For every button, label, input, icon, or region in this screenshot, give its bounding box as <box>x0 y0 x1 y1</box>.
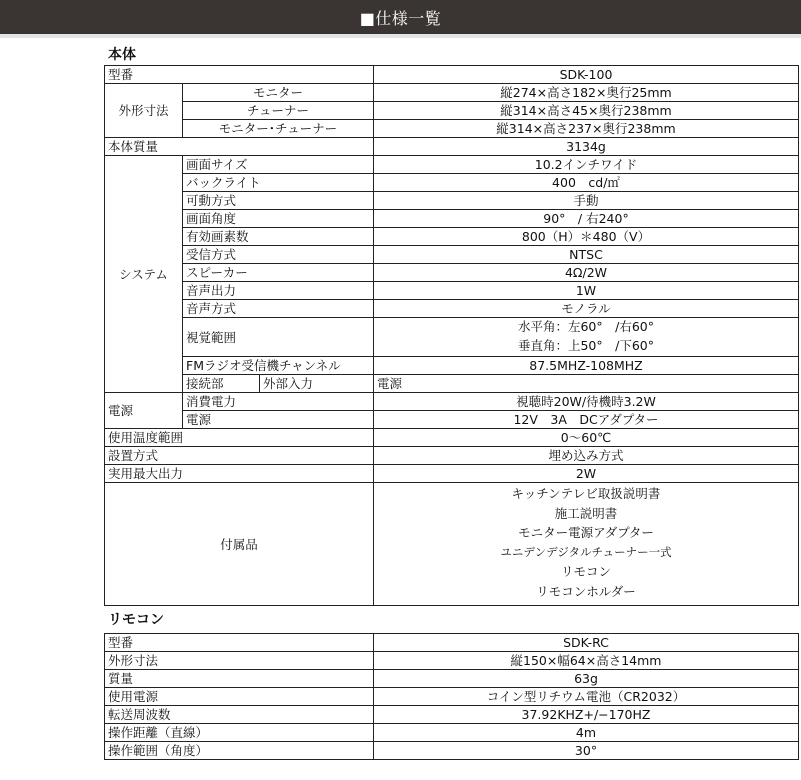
table-row <box>105 724 799 742</box>
table-row <box>105 483 799 606</box>
system-item-label: バックライト <box>183 174 374 192</box>
table-row <box>105 447 799 465</box>
system-item-label: スピーカー <box>183 264 374 282</box>
remote-spec-value: 30° <box>374 742 799 760</box>
system-item-value: 1W <box>374 282 799 300</box>
system-item-value: 4Ω/2W <box>374 264 799 282</box>
system-item-value: 10.2インチワイド <box>374 156 799 174</box>
list-item: キッチンテレビ取扱説明書 <box>511 486 661 501</box>
table-row <box>105 300 799 318</box>
remote-spec-label: 外形寸法 <box>105 652 374 670</box>
table-row <box>105 375 799 393</box>
table-row <box>105 670 799 688</box>
remote-spec-label: 転送周波数 <box>105 706 374 724</box>
system-item-label: 音声出力 <box>183 282 374 300</box>
system-item-label: 音声方式 <box>183 300 374 318</box>
power-item-label: 消費電力 <box>183 393 374 411</box>
system-item-label: 画面サイズ <box>183 156 374 174</box>
remote-spec-label: 使用電源 <box>105 688 374 706</box>
table-row <box>105 634 799 652</box>
list-item: 施工説明書 <box>554 505 618 521</box>
spec-label: 設置方式 <box>105 447 374 465</box>
list-item: ユニデンデジタルチューナー一式 <box>500 544 672 559</box>
table-row <box>105 706 799 724</box>
system-item-label: 受信方式 <box>183 246 374 264</box>
system-item-value: NTSC <box>374 246 799 264</box>
main-unit-section-title: 本体 <box>108 47 136 63</box>
header-underline <box>0 34 801 38</box>
header-banner <box>0 0 801 34</box>
mass-value: 3134g <box>374 138 799 156</box>
system-label: システム <box>105 156 183 393</box>
table-row <box>105 210 799 228</box>
table-row <box>105 264 799 282</box>
spec-value: 埋め込み方式 <box>374 447 799 465</box>
table-row <box>105 465 799 483</box>
system-item-value: 手動 <box>374 192 799 210</box>
remote-spec-value: コイン型リチウム電池（CR2032） <box>374 688 799 706</box>
table-row <box>105 393 799 411</box>
dimensions-value: 縦274×高さ182×奥行25mm <box>374 84 799 102</box>
system-item-value: 87.5MHZ-108MHZ <box>374 357 799 375</box>
header-title: ■仕様一覧 <box>359 8 442 28</box>
table-row <box>105 192 799 210</box>
power-item-label: 電源 <box>183 411 374 429</box>
power-label: 電源 <box>105 393 183 429</box>
remote-spec-label: 型番 <box>105 634 374 652</box>
system-item-label: FMラジオ受信機チャンネル <box>183 357 374 375</box>
spec-value: 0～60℃ <box>374 429 799 447</box>
model-label: 型番 <box>105 66 374 84</box>
dimensions-label: 外形寸法 <box>105 84 183 138</box>
spec-value: 2W <box>374 465 799 483</box>
remote-spec-value: SDK-RC <box>374 634 799 652</box>
system-item-value: 400 cd/㎡ <box>374 174 799 192</box>
dimensions-sub-label: モニター <box>183 84 374 102</box>
connection-power-label: 電源 <box>374 375 799 393</box>
remote-spec-value: 4m <box>374 724 799 742</box>
system-item-label: 画面角度 <box>183 210 374 228</box>
remote-spec-label: 質量 <box>105 670 374 688</box>
table-row <box>105 66 799 84</box>
dimensions-value: 縦314×高さ237×奥行238mm <box>374 120 799 138</box>
viewing-angle-label: 視覚範囲 <box>183 318 374 357</box>
remote-section-title: リモコン <box>108 612 164 628</box>
table-row <box>105 228 799 246</box>
list-item: リモコン <box>560 564 611 579</box>
table-row <box>105 357 799 375</box>
connection-label: 接続部 <box>183 375 260 393</box>
table-row <box>105 246 799 264</box>
remote-spec-value: 37.92KHZ+/−170HZ <box>374 706 799 724</box>
viewing-angle-value <box>374 318 799 357</box>
main-unit-spec-table <box>104 65 799 606</box>
system-item-value: 800（H）＊480（V） <box>374 228 799 246</box>
spec-label: 実用最大出力 <box>105 465 374 483</box>
table-row <box>105 174 799 192</box>
dimensions-value: 縦314×高さ45×奥行238mm <box>374 102 799 120</box>
table-row <box>105 411 799 429</box>
remote-spec-value: 63g <box>374 670 799 688</box>
remote-spec-label: 操作範囲（角度） <box>105 742 374 760</box>
system-item-label: 可動方式 <box>183 192 374 210</box>
list-item: リモコンホルダー <box>536 583 636 599</box>
system-item-value: 90° / 右240° <box>374 210 799 228</box>
dimensions-sub-label: モニター･チューナー <box>183 120 374 138</box>
model-value: SDK-100 <box>374 66 799 84</box>
system-item-label: 有効画素数 <box>183 228 374 246</box>
accessories-list <box>374 483 799 606</box>
table-row <box>105 138 799 156</box>
list-item: モニター電源アダプター <box>518 525 654 540</box>
power-item-value: 12V 3A DCアダプター <box>374 411 799 429</box>
table-row <box>105 429 799 447</box>
table-row <box>105 688 799 706</box>
viewing-angle-vertical: 垂直角：上50° /下60° <box>517 338 655 353</box>
table-row <box>105 652 799 670</box>
table-row <box>105 742 799 760</box>
remote-spec-value: 縦150×幅64×高さ14mm <box>374 652 799 670</box>
table-row <box>105 102 799 120</box>
spec-label: 使用温度範囲 <box>105 429 374 447</box>
table-row <box>105 156 799 174</box>
table-row <box>105 84 799 102</box>
system-item-value: モノラル <box>374 300 799 318</box>
mass-label: 本体質量 <box>105 138 374 156</box>
power-item-value: 視聴時20W/待機時3.2W <box>374 393 799 411</box>
viewing-angle-horizontal: 水平角：左60° /右60° <box>517 319 655 334</box>
table-row <box>105 318 799 357</box>
table-row <box>105 120 799 138</box>
dimensions-sub-label: チューナー <box>183 102 374 120</box>
connection-sub-label: 外部入力 <box>260 375 374 393</box>
accessories-label: 付属品 <box>105 483 374 606</box>
remote-spec-label: 操作距離（直線） <box>105 724 374 742</box>
remote-spec-table <box>104 633 799 760</box>
table-row <box>105 282 799 300</box>
